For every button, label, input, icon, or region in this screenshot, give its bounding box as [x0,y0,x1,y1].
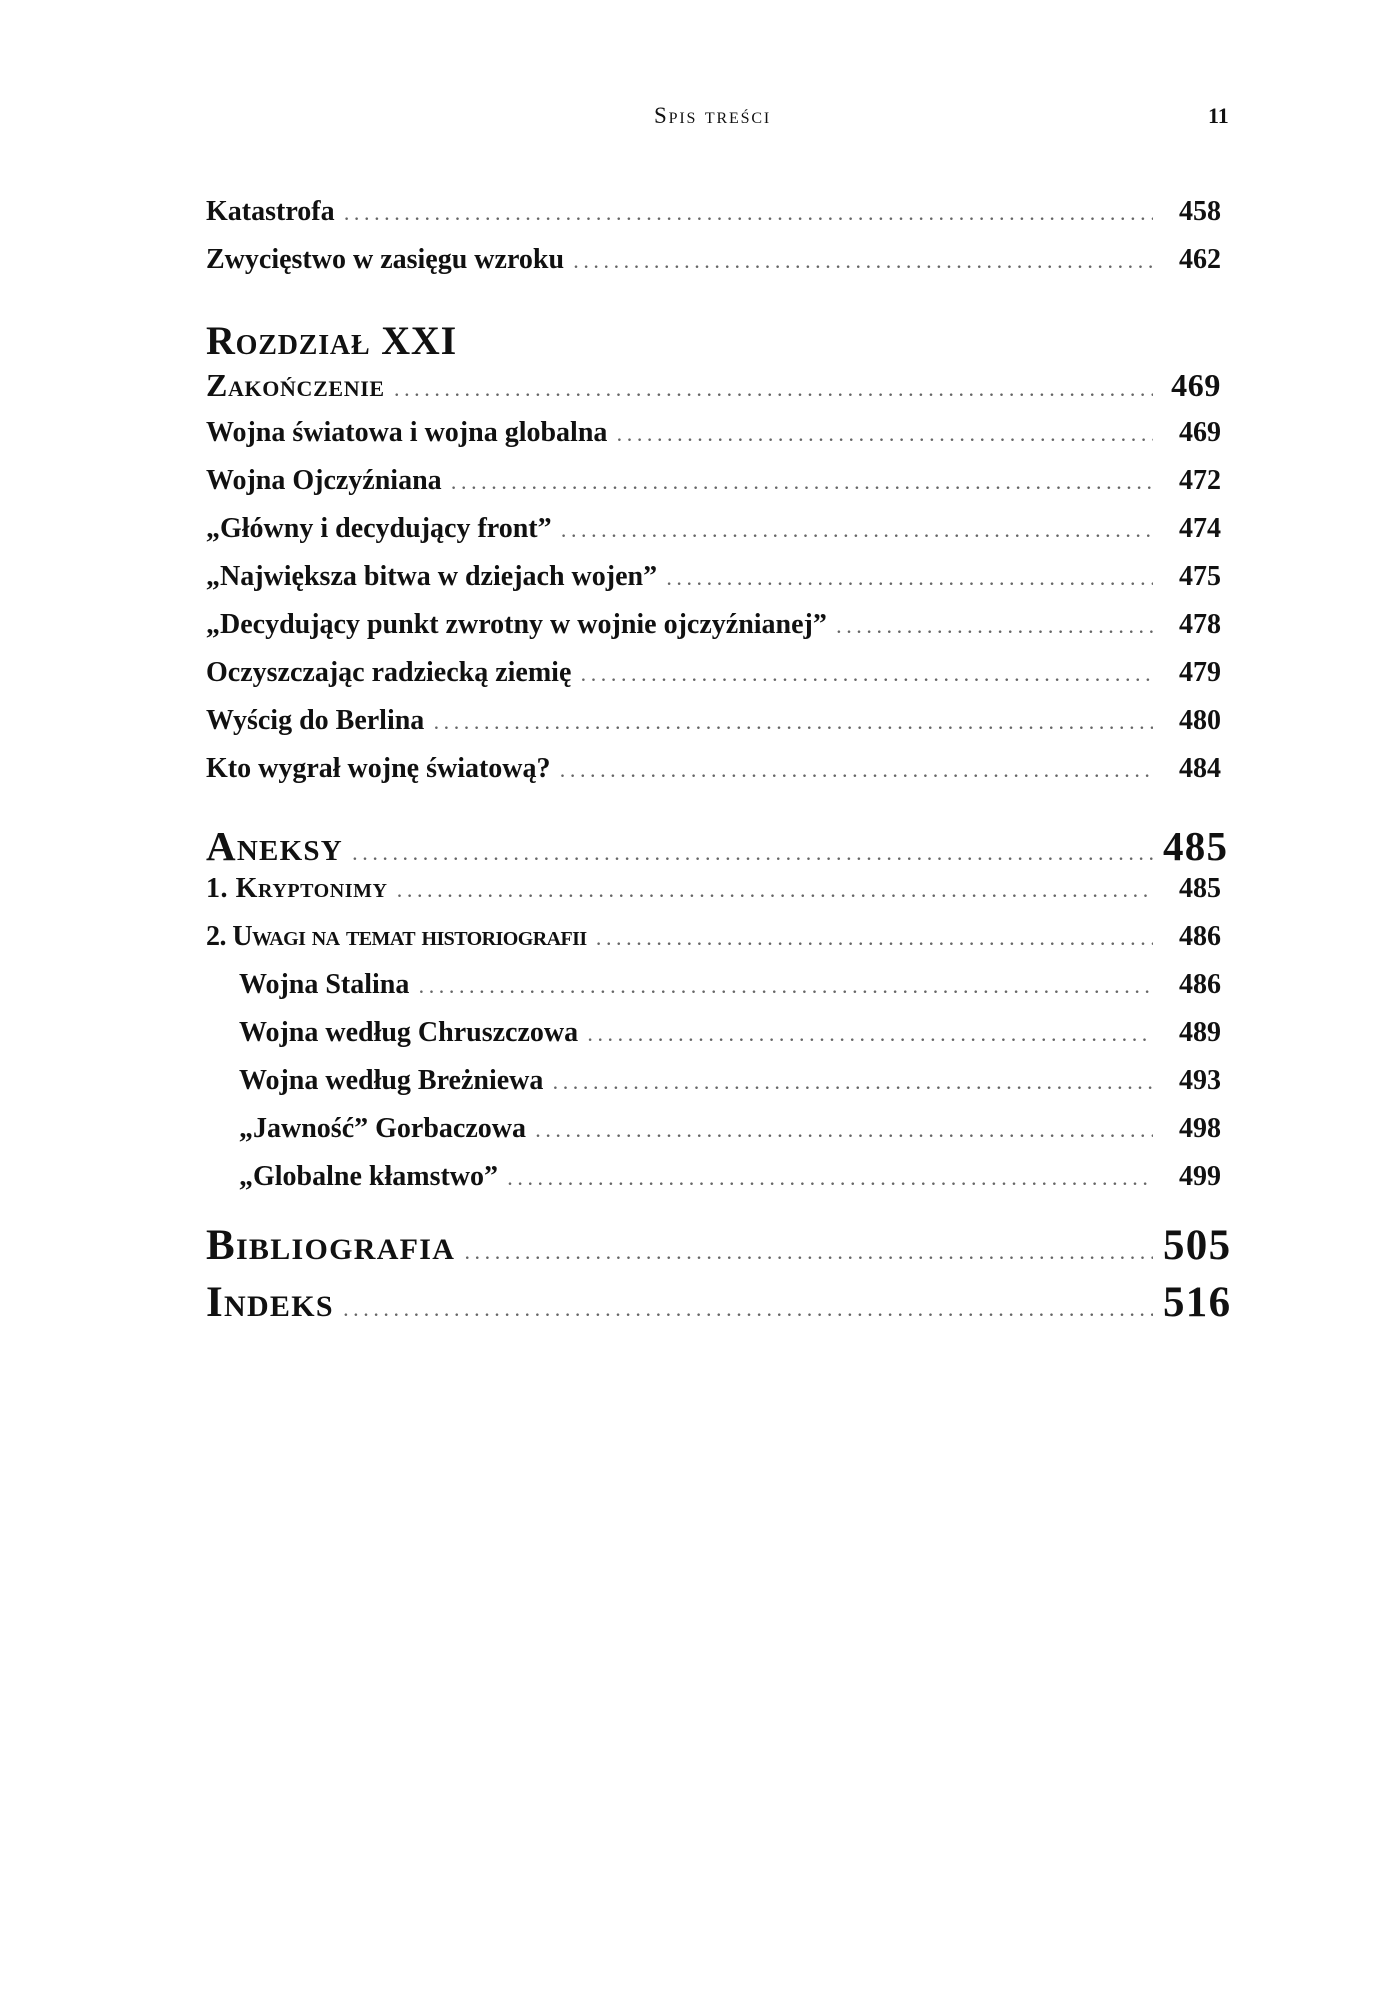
toc-entry-historiografia [206,921,1221,969]
toc-subentry-page: 489 [1179,1017,1221,1048]
page-number: 11 [1208,103,1229,128]
toc-entry-kryptonimy [206,873,1221,921]
toc-entry-page: 479 [1179,657,1221,688]
toc-entry-title: Oczyszczając radziecką ziemię [206,657,572,688]
dot-leader [398,884,1153,902]
chapter-title: Zakończenie [206,367,385,403]
toc-subentry-title: Wojna według Chruszczowa [239,1017,579,1048]
toc-entry-wyscig-do-berlina [206,705,1221,753]
dot-leader [561,764,1153,782]
bibliography-page: 505 [1163,1222,1232,1269]
toc-entry-kto-wygral [206,753,1221,801]
dot-leader [395,383,1153,401]
toc-entry-page: 484 [1179,753,1221,784]
toc-entry-page: 474 [1179,513,1221,544]
toc-entry-page: 478 [1179,609,1221,640]
dot-leader [574,255,1153,273]
toc-entry-title: Wojna Ojczyźniana [206,465,442,496]
dot-leader [553,1076,1153,1094]
dot-leader [508,1172,1153,1190]
dot-leader [597,932,1153,950]
toc-entry-title: Wojna światowa i wojna globalna [206,417,608,448]
toc-entry-title: „Największa bitwa w dziejach wojen” [206,561,658,592]
toc-entry-page: 475 [1179,561,1221,592]
dot-leader [562,524,1153,542]
chapter-page: 469 [1171,367,1221,403]
table-of-contents [206,196,1232,1335]
toc-subentry-wojna-stalina [206,969,1221,1017]
toc-subentry-page: 499 [1179,1161,1221,1192]
appendix-heading-row [206,822,1229,873]
toc-entry-page: 472 [1179,465,1221,496]
dot-leader [536,1124,1153,1142]
dot-leader [837,620,1153,638]
index-title: Indeks [206,1279,334,1326]
dot-leader [344,1303,1153,1321]
toc-entry-wojna-ojczyzniana [206,465,1221,513]
bibliography-row [206,1221,1232,1278]
dot-leader [588,1028,1153,1046]
index-row [206,1278,1232,1335]
chapter-label: Rozdział XXI [206,318,457,363]
toc-entry-title: Katastrofa [206,196,335,227]
dot-leader [353,847,1153,865]
dot-leader [581,668,1153,686]
dot-leader [465,1246,1153,1264]
bibliography-title: Bibliografia [206,1222,456,1269]
toc-entry-katastrofa [206,196,1221,244]
appendix-heading: Aneksy [206,823,343,869]
toc-entry-punkt-zwrotny [206,609,1221,657]
toc-subentry-page: 486 [1179,969,1221,1000]
toc-subentry-title: „Globalne kłamstwo” [239,1161,499,1192]
toc-entry-page: 486 [1179,921,1221,952]
dot-leader [667,572,1153,590]
toc-subentry-brezniew [206,1065,1221,1113]
appendix-page: 485 [1163,823,1229,869]
toc-entry-title: Kto wygrał wojnę światową? [206,753,551,784]
toc-entry-oczyszczajac [206,657,1221,705]
running-title: Spis treści [654,103,772,128]
toc-entry-title: „Decydujący punkt zwrotny w wojnie ojczyźnianej” [206,609,827,640]
toc-entry-title: 1. Kryptonimy [206,873,388,904]
toc-entry-page: 485 [1179,873,1221,904]
toc-entry-title: „Główny i decydujący front” [206,513,552,544]
toc-entry-page: 462 [1179,244,1221,275]
dot-leader [345,207,1153,225]
chapter-title-row [206,367,1221,417]
toc-subentry-title: „Jawność” Gorbaczowa [239,1113,526,1144]
toc-entry-zwyciestwo [206,244,1221,292]
toc-entry-glowny-front [206,513,1221,561]
toc-entry-wojna-swiatowa [206,417,1221,465]
toc-subentry-title: Wojna według Breżniewa [239,1065,544,1096]
toc-subentry-chruszczow [206,1017,1221,1065]
toc-entry-najwieksza-bitwa [206,561,1221,609]
toc-entry-page: 458 [1179,196,1221,227]
toc-subentry-page: 498 [1179,1113,1221,1144]
running-header [0,103,1400,133]
toc-entry-title: 2. Uwagi na temat historiografii [206,921,587,952]
toc-entry-title: Zwycięstwo w zasięgu wzroku [206,244,565,275]
toc-subentry-globalne-klamstwo [206,1161,1221,1209]
toc-subentry-page: 493 [1179,1065,1221,1096]
dot-leader [434,716,1153,734]
toc-entry-page: 480 [1179,705,1221,736]
index-page: 516 [1163,1279,1232,1326]
toc-entry-title: Wyścig do Berlina [206,705,425,736]
dot-leader [617,428,1153,446]
toc-subentry-title: Wojna Stalina [239,969,410,1000]
toc-subentry-jawnosc [206,1113,1221,1161]
dot-leader [419,980,1153,998]
dot-leader [452,476,1153,494]
toc-entry-page: 469 [1179,417,1221,448]
